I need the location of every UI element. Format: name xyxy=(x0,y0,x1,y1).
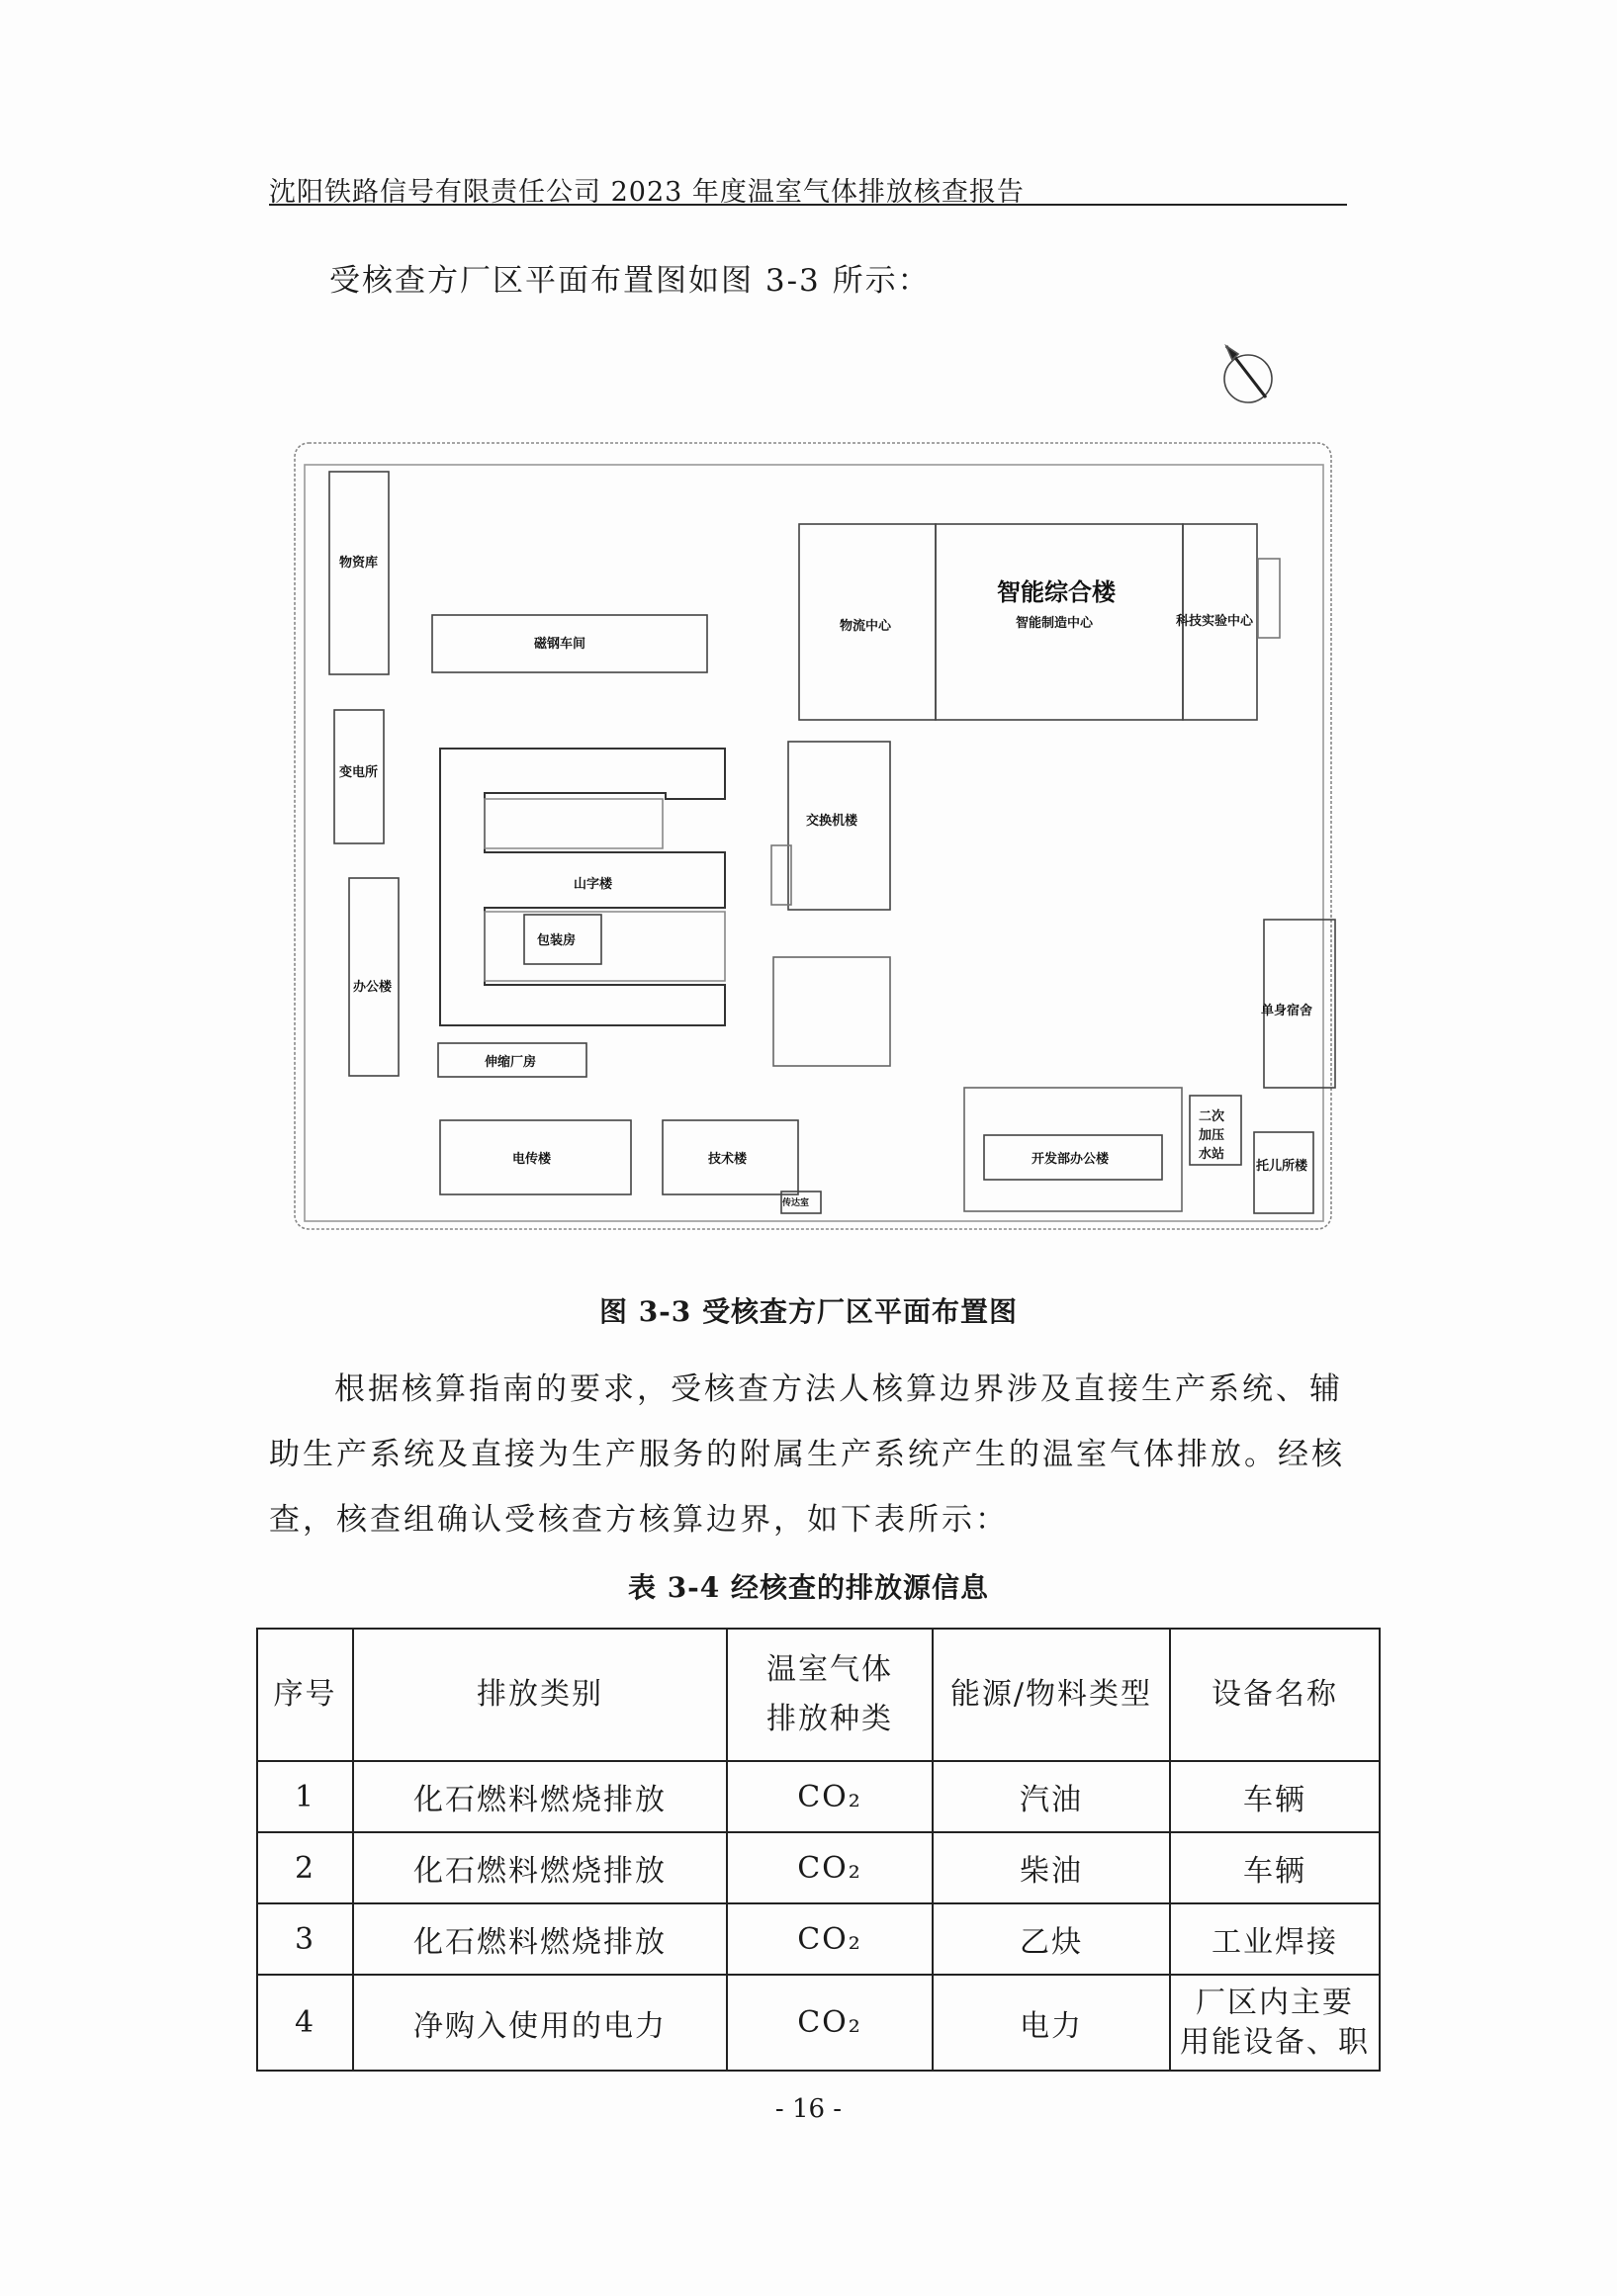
cell-energy: 汽油 xyxy=(933,1761,1170,1832)
cell-gas: CO₂ xyxy=(727,1761,933,1832)
cell-energy: 乙炔 xyxy=(933,1903,1170,1975)
emission-source-table xyxy=(256,1628,1381,2072)
label-shenchangchang: 伸缩厂房 xyxy=(485,1055,537,1070)
label-gate: 传达室 xyxy=(782,1198,810,1208)
cell-gas: CO₂ xyxy=(727,1903,933,1975)
cell-category: 化石燃料燃烧排放 xyxy=(353,1761,727,1832)
label-bangonglou: 办公楼 xyxy=(353,980,393,995)
header-seq: 序号 xyxy=(257,1629,353,1761)
label-kaifabu: 开发部办公楼 xyxy=(1032,1152,1110,1167)
label-erciya-3: 水站 xyxy=(1199,1147,1225,1162)
page-number: - 16 - xyxy=(774,2094,843,2124)
cell-energy: 电力 xyxy=(933,1975,1170,2071)
cell-energy: 柴油 xyxy=(933,1832,1170,1903)
header-gas: 温室气体 排放种类 xyxy=(727,1629,933,1761)
label-cigangchejian: 磁钢车间 xyxy=(534,637,586,652)
cell-category: 化石燃料燃烧排放 xyxy=(353,1903,727,1975)
building-wuziku xyxy=(329,472,389,674)
label-shanzilou: 山字楼 xyxy=(574,877,613,892)
header-energy: 能源/物料类型 xyxy=(933,1629,1170,1761)
cell-no: 3 xyxy=(257,1903,353,1975)
label-dianchuanlou: 电传楼 xyxy=(512,1152,552,1167)
cell-no: 1 xyxy=(257,1761,353,1832)
table-row xyxy=(257,1832,1380,1903)
label-erciya-2: 加压 xyxy=(1199,1128,1225,1143)
cell-equipment: 厂区内主要 用能设备、职 xyxy=(1170,1975,1380,2071)
table-row xyxy=(257,1903,1380,1975)
cell-no: 2 xyxy=(257,1832,353,1903)
cell-no: 4 xyxy=(257,1975,353,2071)
label-biandiansuo: 变电所 xyxy=(339,765,379,780)
building-bangonglou xyxy=(349,878,399,1076)
plaza-square xyxy=(773,957,890,1066)
label-baozhuangfang: 包装房 xyxy=(537,933,577,948)
label-zhinengzhizao: 智能制造中心 xyxy=(1016,616,1094,631)
label-jiaohuanjilou: 交换机楼 xyxy=(806,814,858,829)
cell-gas: CO₂ xyxy=(727,1975,933,2071)
north-arrow-icon xyxy=(1224,346,1272,402)
intro-sentence: 受核查方厂区平面布置图如图 3-3 所示： xyxy=(329,263,931,299)
label-wuziku: 物资库 xyxy=(339,556,379,571)
label-wuliuzhongxin: 物流中心 xyxy=(840,619,892,634)
body-paragraph: 根据核算指南的要求，受核查方法人核算边界涉及直接生产系统、辅助生产系统及直接为生产服务的附属生产系统产生的温室气体排放。经核查，核查组确认受核查方核算边界，如下表所示： xyxy=(269,1371,1345,1538)
cell-gas: CO₂ xyxy=(727,1832,933,1903)
table-title: 表 3-4 经核查的排放源信息 xyxy=(627,1571,990,1604)
label-danshensushe: 单身宿舍 xyxy=(1261,1004,1313,1018)
table-row xyxy=(257,1975,1380,2071)
running-header: 沈阳铁路信号有限责任公司 2023 年度温室气体排放核查报告 xyxy=(269,177,1025,208)
cell-category: 净购入使用的电力 xyxy=(353,1975,727,2071)
figure-caption: 图 3-3 受核查方厂区平面布置图 xyxy=(598,1295,1019,1328)
cell-equipment: 车辆 xyxy=(1170,1761,1380,1832)
cell-equipment: 工业焊接 xyxy=(1170,1903,1380,1975)
table-row xyxy=(257,1761,1380,1832)
label-tuoersuo: 托儿所楼 xyxy=(1256,1159,1308,1174)
label-erciya-1: 二次 xyxy=(1199,1109,1225,1124)
header-category: 排放类别 xyxy=(353,1629,727,1761)
label-zhinengzongheloU: 智能综合楼 xyxy=(997,578,1116,606)
header-equipment: 设备名称 xyxy=(1170,1629,1380,1761)
cell-equipment: 车辆 xyxy=(1170,1832,1380,1903)
table-header-row xyxy=(257,1629,1380,1761)
cell-category: 化石燃料燃烧排放 xyxy=(353,1832,727,1903)
label-jishulou: 技术楼 xyxy=(708,1152,748,1167)
site-boundary xyxy=(295,443,1331,1229)
label-kejishiyan: 科技实验中心 xyxy=(1176,614,1254,629)
